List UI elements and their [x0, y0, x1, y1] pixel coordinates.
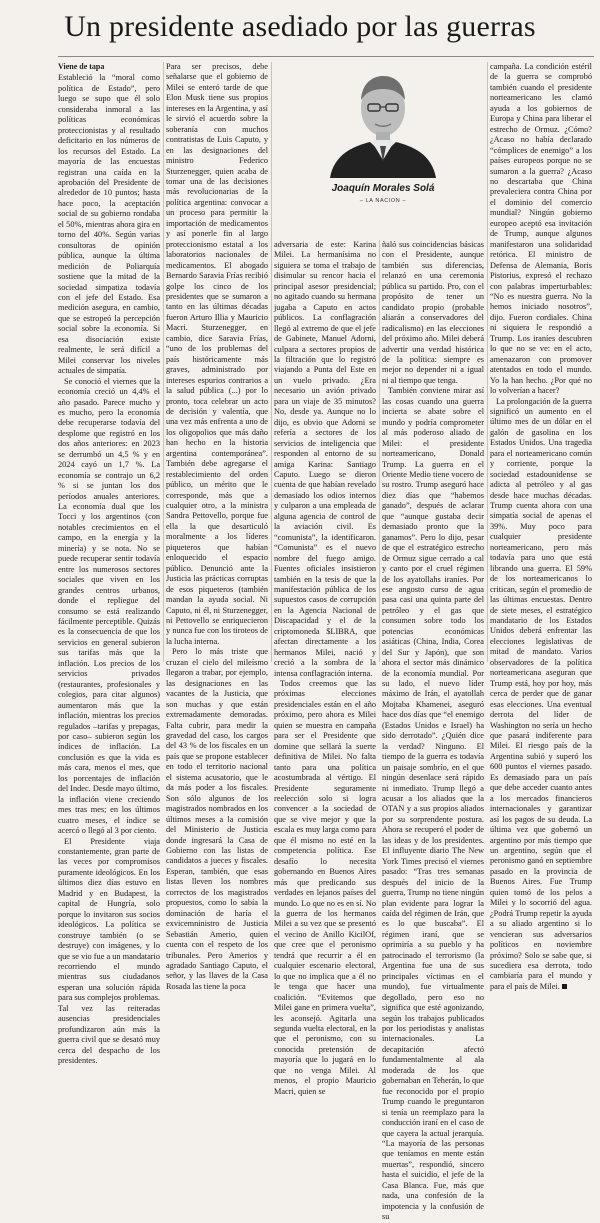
headline: Un presidente asediado por las guerras: [64, 10, 536, 43]
paragraph: Todos creemos que las próximas elecciones presidenciales están en el año próximo, pero ahora es Milei quien se muestra en campaña para ser el Presidente que domine que sellará la suerte definitiva de Milei. No falta tanto para una política acostumbrada al vértigo. El Presidente seguramente reelección solo si logra convencer a la sociedad de que se vive mejor y que la escala es muy larga como para que él mismo no esté en la competencia política. Ese desafío lo necesita gobernando en Buenos Aires más que predicando sus verdades en lejanos países del mundo. Lo que no es en sí. No la guerra de los hermanos Milei a su vez que se presentó el vecino de Anillo KicilOf, que cree que el peronismo tendrá que recurrir a él en cualquier escenario electoral, lo que no implica que a él no le tenga que hacer una coalición. “Evitemos que Milei gane en primera vuelta”, les aconsejó. Agitarla una segunda vuelta electoral, en la que el peronismo, con su conocida pretensión de mayoría que lo jugará en lo que no venga Milei. Al menos, el propio Mauricio Macri, quien se: [274, 679, 376, 1096]
column-divider: [379, 240, 380, 662]
article-body: [58, 62, 594, 1222]
paragraph: El Presidente viaja constantemente, gran parte de las veces por compromisos puramente ideológicos. En los últimos diez días estuvo en Madrid y en Budapest, la capital de Hungría, solo porque lo invitaron sus socios ideológicos. La política se construye también (o se destruye) con imágenes, y lo que se vio fue a un mandatario recorriendo el mundo mientras sus ciudadanos esperan una solución rápida para sus complejos problemas. Tal vez las reiteradas ausencias presidenciales profundizaron aún más la guerra civil que se desató muy cerca del despacho de los presidentes.: [58, 836, 160, 1066]
author-box: [286, 62, 480, 236]
paragraph-text: La prolongación de la guerra significó un aumento en el último mes de un dólar en el galón de gasolina en los Estados Unidos. Una tragedia para el norteamericano común y corriente, porque la sociedad estadounidense se adicta al petróleo y al gas desde hace muchas décadas. Trump cuenta ahora con una simpatía social de apenas el 39%. Muy poco para cualquier presidente norteamericano, pero más todavía para uno que está librando una guerra. El 59% de los norteamericanos lo critican, según el promedio de las últimas encuestas. Dentro de siete meses, el estratégico mandatario de los Estados Unidos deberá enfrentar las elecciones legislativas de mitad de mandato. Varios observadores de la política norteamericana aseguran que Trump está, hoy por hoy, más cerca de perder que de ganar esas elecciones. Una eventual derrota del líder de Washington no sería un hecho que pasará indiferente para Milei. El riesgo país de la Argentina subió y superó los 600 puntos el viernes pasado. Es demasiado para un país que debe acceder cuanto antes a los mercados financieros internacionales y garantizar así los pagos de su deuda. La última vez que gobernó un argentino por más tiempo que un argentino, según que el peronismo ganó en septiembre pasado en la provincia de Buenos Aires. Fue Trump quien tomó de los pelos a Milei y lo socorrió del agua. ¿Podrá Trump repetir la ayuda a su aliado argentino si lo vencieran sus adversarios políticos en noviembre próximo? Solo se sabe que, si sucediera esa derrota, todo cambiaría para el mundo y para el país de Milei.: [490, 396, 592, 991]
column-divider: [487, 62, 488, 662]
column-3: [274, 240, 376, 1096]
column-2: [166, 62, 268, 991]
paragraph: campaña. La condición estéril de la guerra se comprobó también cuando el presidente norteamericano les clamó ayuda a los gobiernos de Europa y China para liberar el estrecho de Ormuz. ¿Cómo? ¿Acaso no había declarado “cómplices de enemigo” a los países europeos porque no se sumaron a la guerra? ¿Acaso no descartaba que China prevaleciera contra China por el dominio del comercio mundial? Ningún gobierno europeo aceptó esa invitación de Trump, aunque algunos manifestaron una solidaridad retórica. El ministro de Defensa de Alemania, Boris Pistorius, expresó el rechazo con palabras imperturbables: “No es nuestra guerra. No la hemos iniciado nosotros”, dijo. Fueron cordiales. China ni siquiera le respondió a Trump. Los iraníes descubren lo que no se ve: en el acto, amenazaron con promover atentados en todo el mundo. Yo la han hecho. ¿Por qué no lo volverían a hacer?: [490, 62, 592, 396]
column-divider: [271, 62, 272, 662]
column-1: [58, 62, 160, 1066]
paragraph: Se conoció el viernes que la economía creció un 4,4% el año pasado. Parece mucho y es mucho, pero la economía debe recuperarse todavía del desplome que registró en los dos años anteriores: en 2023 se derrumbó un 4,5 % y en 2024 cayó un 1,7 %. La economía se contrajo un 6,2 % si se juntan los dos períodos anuales anteriores. La economía dual que los Tocci y los argentinos (con notables crecimientos en el campo, en la energía y la minería) y se nota. No se puede recuperar sentir todavía entre los numerosos sectores sociales que viven en los grandes centros urbanos, donde el repliegue del consumo se está realizando fácilmente perceptible. Quizás es la consecuencia de que los servicios en general subieron sus tarifas más que la inflación. Los precios de los servicios privados (restaurantes, profesionales y colegios, para citar algunos) aumentaron más que la inflación, mientras los precios regulados –tarifas y prepagas, por caso– subieron según los índices de inflación. La conclusión es que la vida es más cara, menos el mes, que los porcentajes de inflación del Indec. Desde mayo último, la inflación viene creciendo mes tras mes; en los últimos cuatro meses, el índice se acercó o llegó al 3 por ciento.: [58, 376, 160, 836]
author-portrait-icon: [320, 62, 446, 178]
paragraph: Para ser precisos, debe señalarse que el gobierno de Milei se enteró tarde de que Elon Musk tiene sus propios intereses en la Argentina, y así le sirvió el acuerdo sobre la soberanía con muchos contratistas de Luis Caputo, y en las designaciones del ministro Federico Sturzenegger, quien acaba de tomar una de las decisiones más revolucionarias de la política argentina: convocar a un proceso para permitir la importación de medicamentos y así ponerle fin al largo proteccionismo estatal a los laboratorios nacionales de medicamentos. El abogado Bernardo Saravia Frías recibió golpe los cinco de los presidentes que se sumaron a tanto en las últimas décadas fueron Arturo Illia y Mauricio Macri. Sturzenegger, en cambio, dice Saravia Frías, “uno de los problemas del país históricamente más graves, administrado por intereses espurios contrarios a la salud pública (...) por lo pronto, toca celebrar un acto de decisión y valentía, que una vez más enfrenta a uno de los oligopolios que más daño han hecho en la historia argentina contemporánea”. También debe agregarse el restablecimiento del orden público, un mérito que le corresponde, más que a cualquier otro, a la ministra Sandra Pettovello, porque fue ella la que desarticuló moralmente a los líderes piqueteros que habían enloquecido el espacio público. Denunció ante la Justicia las prácticas corruptas de esos piqueteros (también mandan la ayuda social. Ni Caputo, ni él, ni Sturzenegger, ni Pettovello se enriquecieron y nunca fue con los tiroteos de la lucha interna.: [166, 62, 268, 646]
end-of-article-mark: [562, 984, 567, 989]
paragraph: adversaria de este: Karina Milei. La hermanísima no siguiera se toma el trabajo de disimular su rencor hacia el principal asesor presidencial; no agitado cuando su hermana jugaba a Caputo en actos públicos. La conflagración llegó al extremo de que el jefe de Gabinete, Manuel Adorni, culpara a sectores propios de la filtración que lo registró viajando a Punta del Este en un vuelo privado. ¿Era necesario un avión privado para un viaje de 35 minutos? No, desde ya. Aunque no lo dijo, es obvio que Adorni se refería a sectores de los servicios de inteligencia que responden al entorno de su amiga Karina: Santiago Caputo. Luego se dieron cuenta de que habían revelado demasiado los odios internos y culparon a una empleada de alguna agencia de control de la aviación civil. Es “comunista”, la identificaron. “Comunista” es el nuevo nombre del fuego amigo. Fuentes oficiales insistieron también en la tesis de que la manifestación pública de los supuestos casos de corrupción en la Agencia Nacional de Discapacidad y el de la criptomoneda $LIBRA, que afectan directamente a los hermanos Milei, nació y creció a la sombra de la intensa conflagración interna.: [274, 240, 376, 678]
column-divider: [163, 62, 164, 662]
paragraph: Pero lo más triste que cruzan el cielo del mileísmo llegaron a trabar, por ejemplo, las designaciones en las vacantes de la Justicia, que son muchas y que están extremadamente demoradas. Falta cubrir, para medir la gravedad del caso, los cargos del 43 % de los fiscales en un país que se propone establecer en todo el territorio nacional el sistema acusatorio, que le da más poder a los fiscales. Son sólo algunos de los magistrados nombrados en los últimos meses a la comisión del Ministerio de Justicia donde ingresará la Casa de Gobierno con las listas de candidatos a jueces y fiscales. Esperan, también, que esas listas lleven los nombres correctos de los magistrados propuestos, como lo sabía la dominación de haría el exvicemninistro de Justicia Sebastián Amerio, quien cuenta con el respeto de los tribunales. Pero Amerios y agradado Santiago Caputo, el señor, y las llaves de la Casa Rosada las tiene la poca: [166, 647, 268, 991]
author-outlet: – LA NACION –: [359, 198, 407, 204]
paragraph: Estableció la “moral como política de Estado”, pero luego se supo que él solo consideraba inmoral a las políticas económicas proteccionistas y al resultado deficitario en los números de los recursos del Estado. La mayoría de las encuestas registran una caída en la aprobación del Presidente de alrededor de 10 puntos; hasta hace poco, la aceptación social de su gobierno rondaba el 50%, mientras ahora gira en torno del 40%. Según varias consultoras de opinión pública, aunque la última medición de Poliarquía sostiene que la mitad de la sociedad simpatiza todavía con el jefe del Estado. Esa medición asegura, en cambio, que se estropeó la percepción social sobre la economía. Si esa disociación existe realmente, le será difícil a Milei conservar los niveles actuales de simpatía.: [58, 73, 160, 376]
paragraph: [490, 397, 592, 993]
author-name: Joaquín Morales Solá: [331, 183, 435, 194]
column-4: [382, 240, 484, 1222]
column-5: [490, 62, 592, 991]
headline-rule: [58, 56, 594, 57]
paragraph: ñaló sus coincidencias básicas con el Presidente, aunque también sus diferencias, relanzó en una ceremonia pública su partido. Pro, con el propósito de tener un candidato propio (probable aliarán a conservadores del radicalismo) en las elecciones del próximo año. Milei deberá advertir una verdad histórica de la política: siempre es mejor no depender ni a igual ni al tiempo que tenga.: [382, 240, 484, 385]
paragraph: También conviene mirar así las cosas cuando una guerra incierta se abate sobre el mundo y podría comprometer al más poderoso aliado de Milei: el presidente norteamericano, Donald Trump. La guerra en el Oriente Medio tiene vocero de su rostro. Trump aseguró hace diez días que “habemos ganado”, después de aclarar que “aunque gustaba decir demasiado pronto que la ganamos”. Pero lo dijo, pesar de que el estratégico estrecho de Ormuz sigue cerrado a cal y canto por el cruel régimen de los ayatollahs iraníes. Por ese angosto curso de agua pasa casi una quinta parte del petróleo y el gas que consumen sobre todo los potencias económicas asiáticas (China, India, Corea del Sur y Japón), que son ahora el sector más dinámico de la economía mundial. Por su lado, el nuevo líder máximo de Irán, el ayatollah Mojtaba Khamenei, aseguró hace dos días que “el enemigo (Estados Unidos e Israel) ha sido derrotado”. ¿Quién dice la verdad? Ninguno. El tiempo de la guerra es todavía un paisaje sombrío, en el que ningún desenlace será rápido ni inmediato. Trump llegó a acusar a los aliados que la OTAN y a sus propios aliados por su sorprendente postura. Ahora se recuperó el poder de las ideas y de los presidentes. El influyente diario The New York Times precisó el viernes pasado: “Tras tres semanas después del inicio de la guerra, Trump no tiene ningún plan evidente para lograr la caída del régimen de Irán, que es lo que buscaba”. El régimen iraní, que se oprimiría a su pueblo y ha patrocinado el terrorismo (la Argentina fue una de sus principales víctimas en el mundo), fue virtualmente degollado, pero eso no significa que esté agonizando, según los trabajos publicados por los periodistas y analistas internacionales. La decapitación afectó fundamentalmente al ala moderada de los que gobernaban en Teherán, lo que fue reconocido por el propio Trump cuando le preguntaron si tenía un reemplazo para la conducción iraní en el caso de que cayera la actual jerarquía. “La mayoría de las personas que teníamos en mente están muertas”, respondió, sincero hasta el suicidio, el jefe de la Casa Blanca. Fue, más que nada, una confesión de la impotencia y la confusión de su: [382, 386, 484, 1222]
kicker: Viene de tapa: [58, 62, 105, 71]
